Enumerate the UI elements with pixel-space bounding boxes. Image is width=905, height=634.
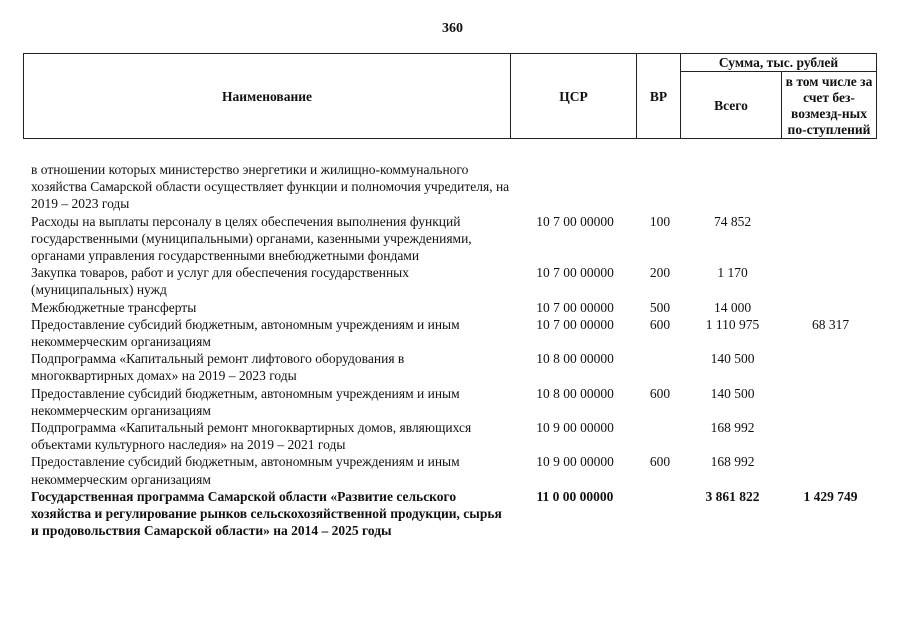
header-free-funds: в том числе за счет без-возмезд-ных по-ступлений	[782, 72, 877, 139]
table-row	[31, 213, 876, 265]
row-csr: 10 7 00 00000	[536, 265, 614, 281]
row-csr: 10 9 00 00000	[536, 454, 614, 470]
row-csr: 10 9 00 00000	[536, 420, 614, 436]
table-row	[31, 453, 876, 487]
table-body	[31, 161, 876, 539]
row-total: 1 170	[717, 265, 748, 281]
row-vr: 200	[649, 265, 671, 281]
header-name: Наименование	[24, 54, 511, 139]
row-name: в отношении которых министерство энергетики и жилищно-коммунального хозяйства Самарской области осуществляет функции и полномочия учредителя, на 2019 – 2023 годы	[31, 162, 510, 212]
table-row	[31, 316, 876, 350]
row-free: 68 317	[811, 316, 850, 332]
row-total: 14 000	[713, 299, 752, 315]
row-name: Предоставление субсидий бюджетным, автономным учреждениям и иным некоммерческим организациям	[31, 454, 460, 487]
table-row	[31, 264, 876, 298]
row-total: 140 500	[710, 351, 755, 367]
row-name: Подпрограмма «Капитальный ремонт лифтового оборудования в многоквартирных домах» на 2019 – 2023 годы	[31, 351, 405, 384]
row-vr: 600	[649, 385, 671, 401]
row-total: 168 992	[710, 420, 755, 436]
row-name: Расходы на выплаты персоналу в целях обеспечения выполнения функций государственными (муниципальными) органами, казенными учреждениями, органами управления государственными внебюджетными фондами	[31, 213, 472, 264]
header-vr: ВР	[637, 54, 681, 139]
row-vr: 100	[649, 213, 671, 229]
table-header	[23, 53, 877, 139]
table-row	[31, 350, 876, 384]
row-vr: 600	[649, 454, 671, 470]
row-name: Государственная программа Самарской области «Развитие сельского хозяйства и регулирование рынков сельскохозяйственной продукции, сырья и продовольствия Самарской области» на 2014 – 2025 годы	[31, 488, 502, 539]
table-row-program-total	[31, 488, 876, 540]
row-total: 140 500	[710, 385, 755, 401]
row-csr: 11 0 00 00000	[536, 488, 614, 504]
page-number: 360	[442, 21, 463, 36]
row-csr: 10 7 00 00000	[536, 299, 614, 315]
row-name: Закупка товаров, работ и услуг для обеспечения государственных (муниципальных) нужд	[31, 265, 410, 298]
row-total: 168 992	[710, 454, 755, 470]
table-row	[31, 385, 876, 419]
row-name: Подпрограмма «Капитальный ремонт многоквартирных домов, являющихся объектами культурного наследия» на 2019 – 2021 годы	[31, 420, 472, 453]
row-total: 1 110 975	[705, 316, 760, 332]
row-csr: 10 7 00 00000	[536, 316, 614, 332]
row-free: 1 429 749	[803, 488, 858, 504]
header-total: Всего	[681, 72, 782, 139]
row-vr: 500	[649, 299, 671, 315]
table-row	[31, 299, 876, 316]
row-csr: 10 8 00 00000	[536, 351, 614, 367]
row-name: Предоставление субсидий бюджетным, автономным учреждениям и иным некоммерческим организациям	[31, 385, 460, 418]
header-csr: ЦСР	[511, 54, 637, 139]
row-name: Предоставление субсидий бюджетным, автономным учреждениям и иным некоммерческим организациям	[31, 316, 460, 350]
row-vr: 600	[649, 316, 671, 332]
row-csr: 10 8 00 00000	[536, 385, 614, 401]
row-name: Межбюджетные трансферты	[31, 299, 197, 315]
row-csr: 10 7 00 00000	[536, 213, 614, 229]
table-row	[31, 419, 876, 453]
table-row	[31, 161, 876, 213]
row-total: 74 852	[713, 213, 752, 229]
row-total: 3 861 822	[705, 488, 760, 504]
header-sum: Сумма, тыс. рублей	[681, 54, 877, 72]
